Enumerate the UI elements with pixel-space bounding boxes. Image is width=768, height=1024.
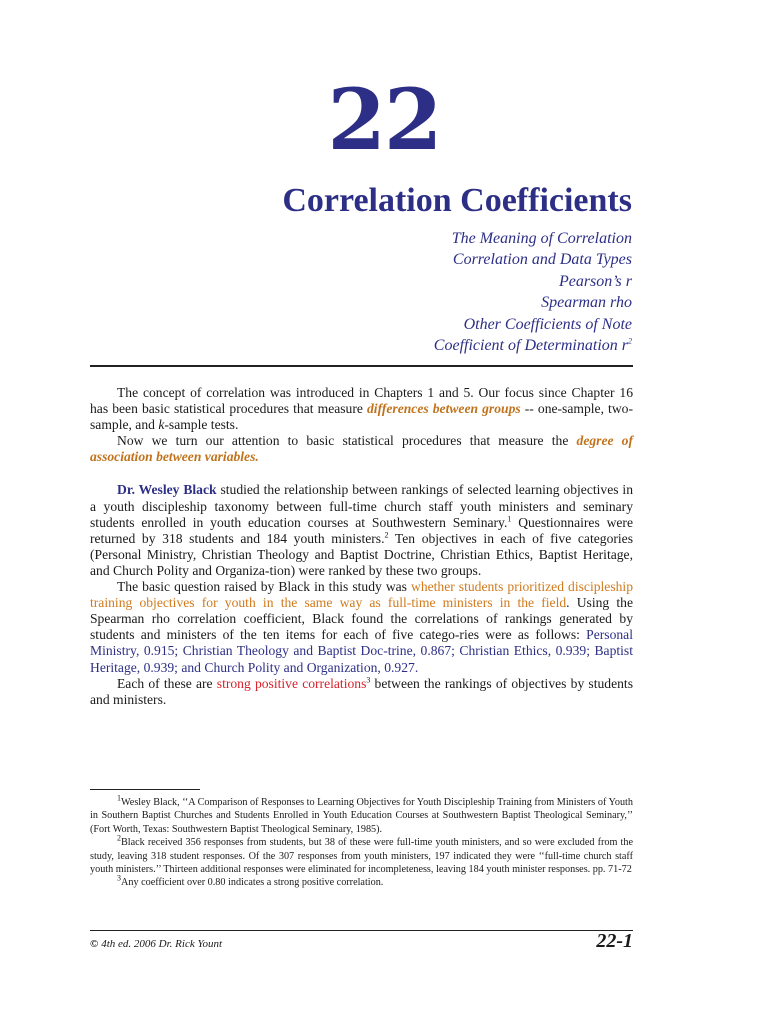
text-span: The basic question raised by Black in this study was <box>117 579 411 595</box>
text-span: . <box>255 449 259 465</box>
footer-divider <box>90 930 633 931</box>
footer-edition <box>90 938 222 950</box>
highlight-phrase: differences between groups <box>367 401 521 417</box>
paragraph <box>90 579 633 676</box>
highlight-phrase: whether students prioritized discipleship training objectives for youth in the same way as full-time ministers in the field <box>90 579 633 611</box>
text-span: The concept of correlation was introduced in Chapters 1 and 5. Our focus since Chapter 16 has been basic statistical procedures that measure <box>90 385 633 417</box>
contents-item: The Meaning of Correlation <box>451 230 632 247</box>
chapter-title: Correlation Coefficients <box>282 182 632 219</box>
text-span: Ten objectives in each of five categories (Personal Ministry, Christian Theology and Baptist Doctrine, Christian Ethics, Baptist Heritage, and Church Polity and Organiza-tion) were ranked by these two groups. <box>90 530 633 578</box>
footnote-number: 1 <box>117 793 121 803</box>
text-span: between the rankings of objectives by students and ministers. <box>90 675 633 707</box>
chapter-contents <box>434 228 632 356</box>
copyright-symbol: © <box>90 938 99 950</box>
footnote-ref[interactable]: 1 <box>507 514 512 524</box>
text-span: Now we turn our attention to basic statistical procedures that measure the <box>117 433 577 449</box>
text-span: -- one-sample, two-sample, and <box>90 401 633 433</box>
footnote-number: 3 <box>117 874 121 884</box>
text-span: . Using the Spearman rho correlation coefficient, Black found the correlations of rankings generated by students and ministers of the ten items for each of five catego-ries were as follows: <box>90 595 634 643</box>
footnote-divider <box>90 789 200 790</box>
header-divider <box>90 365 633 367</box>
footnote-ref[interactable]: 3 <box>366 675 371 685</box>
text-span: studied the relationship between rankings of selected learning objectives in a youth discipleship taxonomy between full-time church staff youth ministers and seminary students enrolled in youth education courses at Southwestern Seminary. <box>90 482 633 530</box>
footnote-text: Wesley Black, ‘‘A Comparison of Responses to Learning Objectives for Youth Discipleship Training from Ministers of Youth in Southern Baptist Churches and Students Enrolled in Youth Education Courses at Southwestern Baptist Theological Seminary,’’ (Fort Worth, Texas: Southwestern Baptist Theological Seminary, 1985). <box>90 797 633 835</box>
footnote <box>90 876 633 889</box>
footnote-number: 2 <box>117 833 121 843</box>
chapter-number: 22 <box>327 70 441 169</box>
paragraph <box>90 385 633 433</box>
paragraph <box>90 482 633 579</box>
contents-item: Pearson’s r <box>558 272 632 290</box>
italic-variable: k <box>158 417 165 433</box>
paragraph <box>90 676 633 708</box>
page-number: 22-1 <box>596 930 633 952</box>
edition-text: 4th ed. 2006 Dr. Rick Yount <box>101 938 223 950</box>
text-span: Each of these are <box>117 675 217 691</box>
superscript: 2 <box>628 336 632 346</box>
author-name: Dr. Wesley Black <box>117 482 217 498</box>
highlight-phrase: strong positive correlations <box>216 675 367 691</box>
footnote-ref[interactable]: 2 <box>384 530 389 540</box>
contents-item: Other Coefficients of Note <box>463 315 632 333</box>
text-span: . <box>414 659 419 675</box>
contents-item: Spearman rho <box>541 294 632 312</box>
body-text <box>90 385 633 708</box>
footnote <box>90 833 633 876</box>
contents-item: Correlation and Data Types <box>452 251 632 269</box>
correlation-list: Personal Ministry, 0.915; Christian Theology and Baptist Doc-trine, 0.867; Christian Ethics, 0.939; Baptist Heritage, 0.939; and Church Polity and Organization, 0.927 <box>90 627 633 675</box>
highlight-phrase: degree of association between variables <box>90 433 633 465</box>
text-span: Questionnaires were returned by 318 students and 184 youth ministers. <box>90 514 633 546</box>
footnote-text: Any coefficient over 0.80 indicates a strong positive correlation. <box>121 877 384 889</box>
text-span: -sample tests. <box>164 417 239 433</box>
paragraph <box>90 433 633 465</box>
footnotes <box>90 793 633 890</box>
footnote-text: Black received 356 responses from students, but 38 of these were full-time youth ministers, and so were excluded from the study, leaving 318 student responses. Of the 307 responses from youth ministers, 197 indicated they were ‘‘full-time church staff youth ministers.’’ Thirteen additional responses were eliminated for incompleteness, leaving 184 youth minister responses. pp. 71-72 <box>90 837 633 876</box>
footnote <box>90 793 633 836</box>
contents-item-text: Coefficient of Determination r <box>433 337 628 355</box>
contents-item <box>434 335 632 356</box>
